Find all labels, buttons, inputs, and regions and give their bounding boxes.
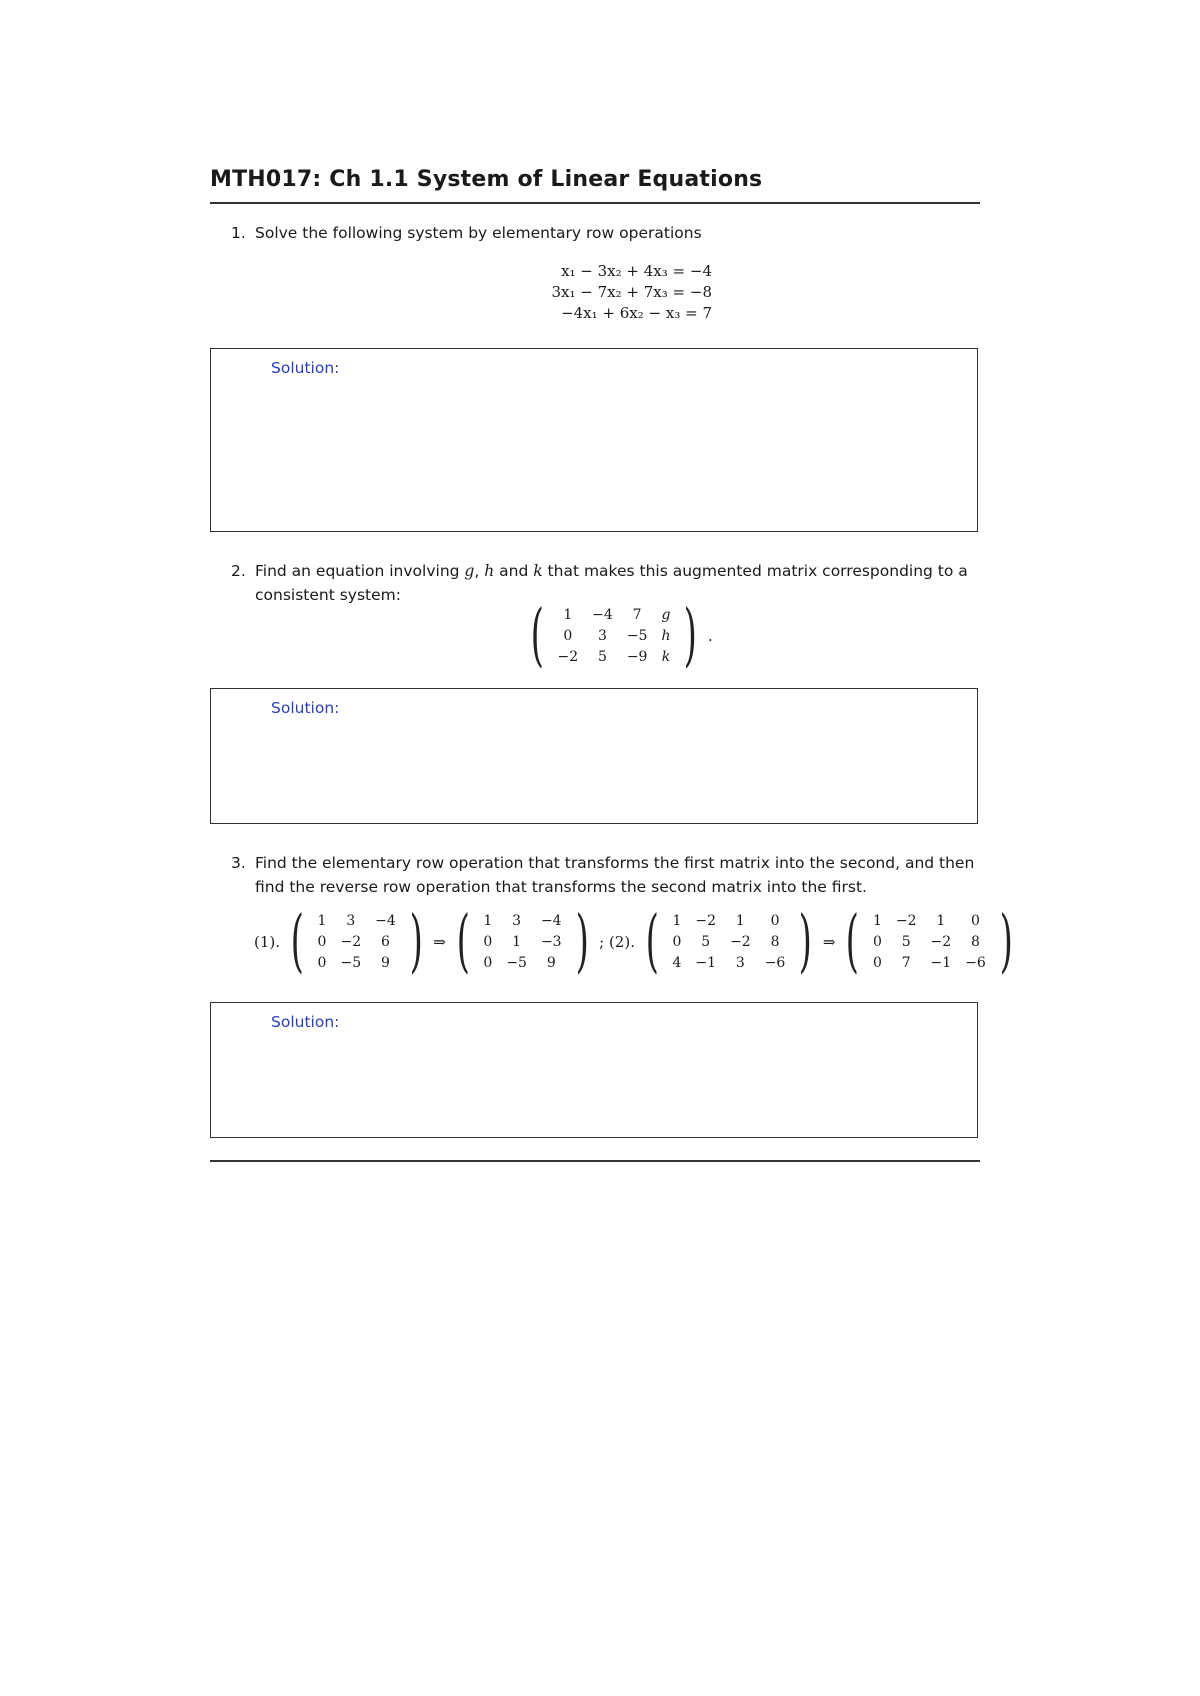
matrix-cell: 0	[317, 955, 327, 971]
question-text-line-2: consistent system:	[255, 586, 401, 604]
question-text-line-1: Find an equation involving g, h and k that makes this augmented matrix corresponding to a	[255, 562, 968, 580]
matrix-cell: 9	[546, 955, 556, 971]
equation-row: −4x₁ + 6x₂ − x₃ = 7	[561, 304, 712, 322]
right-paren: )	[798, 902, 813, 981]
question-text-line-2: find the reverse row operation that transforms the second matrix into the first.	[255, 878, 867, 896]
matrix-cell: h	[661, 628, 671, 644]
matrix-cell: 0	[563, 628, 573, 644]
matrix-cell: −2	[695, 913, 717, 929]
matrix-cell: 1	[735, 913, 745, 929]
left-paren: (	[530, 596, 544, 675]
solution-box-3[interactable]	[210, 1002, 978, 1138]
left-paren: (	[456, 902, 470, 981]
matrix-cell: 5	[901, 934, 911, 950]
question-number: 1.	[231, 224, 246, 242]
matrix-cell: −6	[965, 955, 986, 971]
part-separator: ; (2).	[599, 933, 635, 951]
right-paren: )	[999, 902, 1013, 981]
matrix-cell: 0	[872, 955, 882, 971]
matrix-cell: 1	[317, 913, 327, 929]
solution-label: Solution:	[271, 359, 340, 377]
matrix-cell: 5	[598, 649, 607, 665]
matrix-cell: 0	[872, 934, 882, 950]
matrix-cell: −1	[930, 955, 952, 971]
question-number: 2.	[231, 562, 246, 580]
question-number: 3.	[231, 854, 246, 872]
matrix-cell: −4	[540, 913, 562, 929]
solution-box-1[interactable]	[210, 348, 978, 532]
matrix-cell: 3	[735, 955, 745, 971]
page-title: MTH017: Ch 1.1 System of Linear Equations	[210, 167, 763, 192]
matrix-cell: −2	[930, 934, 952, 950]
left-paren: (	[645, 902, 659, 981]
matrix-cell: −5	[340, 955, 362, 971]
matrix-cell: −5	[506, 955, 527, 971]
matrix-cell: 4	[672, 955, 682, 971]
matrix-cell: 0	[770, 913, 780, 929]
question-text: Solve the following system by elementary row operations	[255, 224, 702, 242]
matrix-cell: 1	[512, 934, 522, 950]
matrix-cell: 1	[872, 913, 882, 929]
matrix-cell: 7	[632, 607, 642, 623]
matrix-2	[476, 911, 568, 974]
equation-row: x₁ − 3x₂ + 4x₃ = −4	[561, 262, 712, 280]
matrix-cell: 7	[901, 955, 911, 971]
matrix-cell: 1	[672, 913, 682, 929]
left-paren: (	[846, 902, 860, 981]
matrix-cell: −4	[592, 607, 613, 623]
matrix-cell: 8	[971, 934, 980, 950]
right-paren: )	[575, 902, 589, 981]
implies-sign: ⇒	[822, 933, 836, 951]
matrix-cell: 0	[672, 934, 682, 950]
matrix-cell: −2	[557, 649, 579, 665]
matrix-cell: −1	[695, 955, 717, 971]
matrix-cell: 5	[701, 934, 711, 950]
matrix-3	[666, 911, 793, 974]
solution-label: Solution:	[271, 1013, 340, 1031]
matrix-cell: −2	[895, 913, 917, 929]
matrix-cell: −5	[626, 628, 648, 644]
augmented-matrix	[524, 596, 717, 675]
equation-row: 3x₁ − 7x₂ + 7x₃ = −8	[551, 283, 712, 301]
matrix-cell: −2	[730, 934, 751, 950]
matrix-cell: −4	[375, 913, 396, 929]
matrix-period: .	[708, 627, 713, 645]
matrix-cell: k	[661, 649, 671, 665]
bottom-divider	[210, 1160, 980, 1162]
matrix-cell: 1	[483, 913, 493, 929]
part-label-1: (1).	[254, 933, 281, 951]
right-paren: )	[684, 596, 698, 675]
matrix-cell: 3	[512, 913, 522, 929]
matrix-cell: −3	[540, 934, 562, 950]
matrix-cell: 0	[483, 955, 493, 971]
equation-system	[522, 261, 712, 324]
right-paren: )	[409, 902, 423, 981]
matrix-cell: 3	[598, 628, 607, 644]
implies-sign: ⇒	[433, 933, 446, 951]
top-divider	[210, 202, 980, 204]
matrix-cell: −2	[340, 934, 362, 950]
matrix-cell: 0	[317, 934, 327, 950]
matrix-equations	[250, 902, 1019, 981]
matrix-cell: 1	[563, 607, 573, 623]
matrix-table	[551, 605, 678, 668]
matrix-cell: 0	[483, 934, 493, 950]
matrix-cell: −6	[764, 955, 786, 971]
matrix-cell: 1	[936, 913, 946, 929]
matrix-cell: 8	[770, 934, 780, 950]
matrix-cell: g	[661, 607, 671, 623]
matrix-cell: −9	[626, 649, 648, 665]
question-text-line-1: Find the elementary row operation that transforms the first matrix into the second, and then	[255, 854, 975, 872]
matrix-cell: 3	[346, 913, 356, 929]
matrix-4	[866, 911, 993, 974]
solution-box-2[interactable]	[210, 688, 978, 824]
matrix-1	[311, 911, 403, 974]
matrix-cell: 9	[380, 955, 390, 971]
left-paren: (	[290, 902, 304, 981]
matrix-cell: 6	[380, 934, 390, 950]
matrix-cell: 0	[971, 913, 980, 929]
solution-label: Solution:	[271, 699, 340, 717]
